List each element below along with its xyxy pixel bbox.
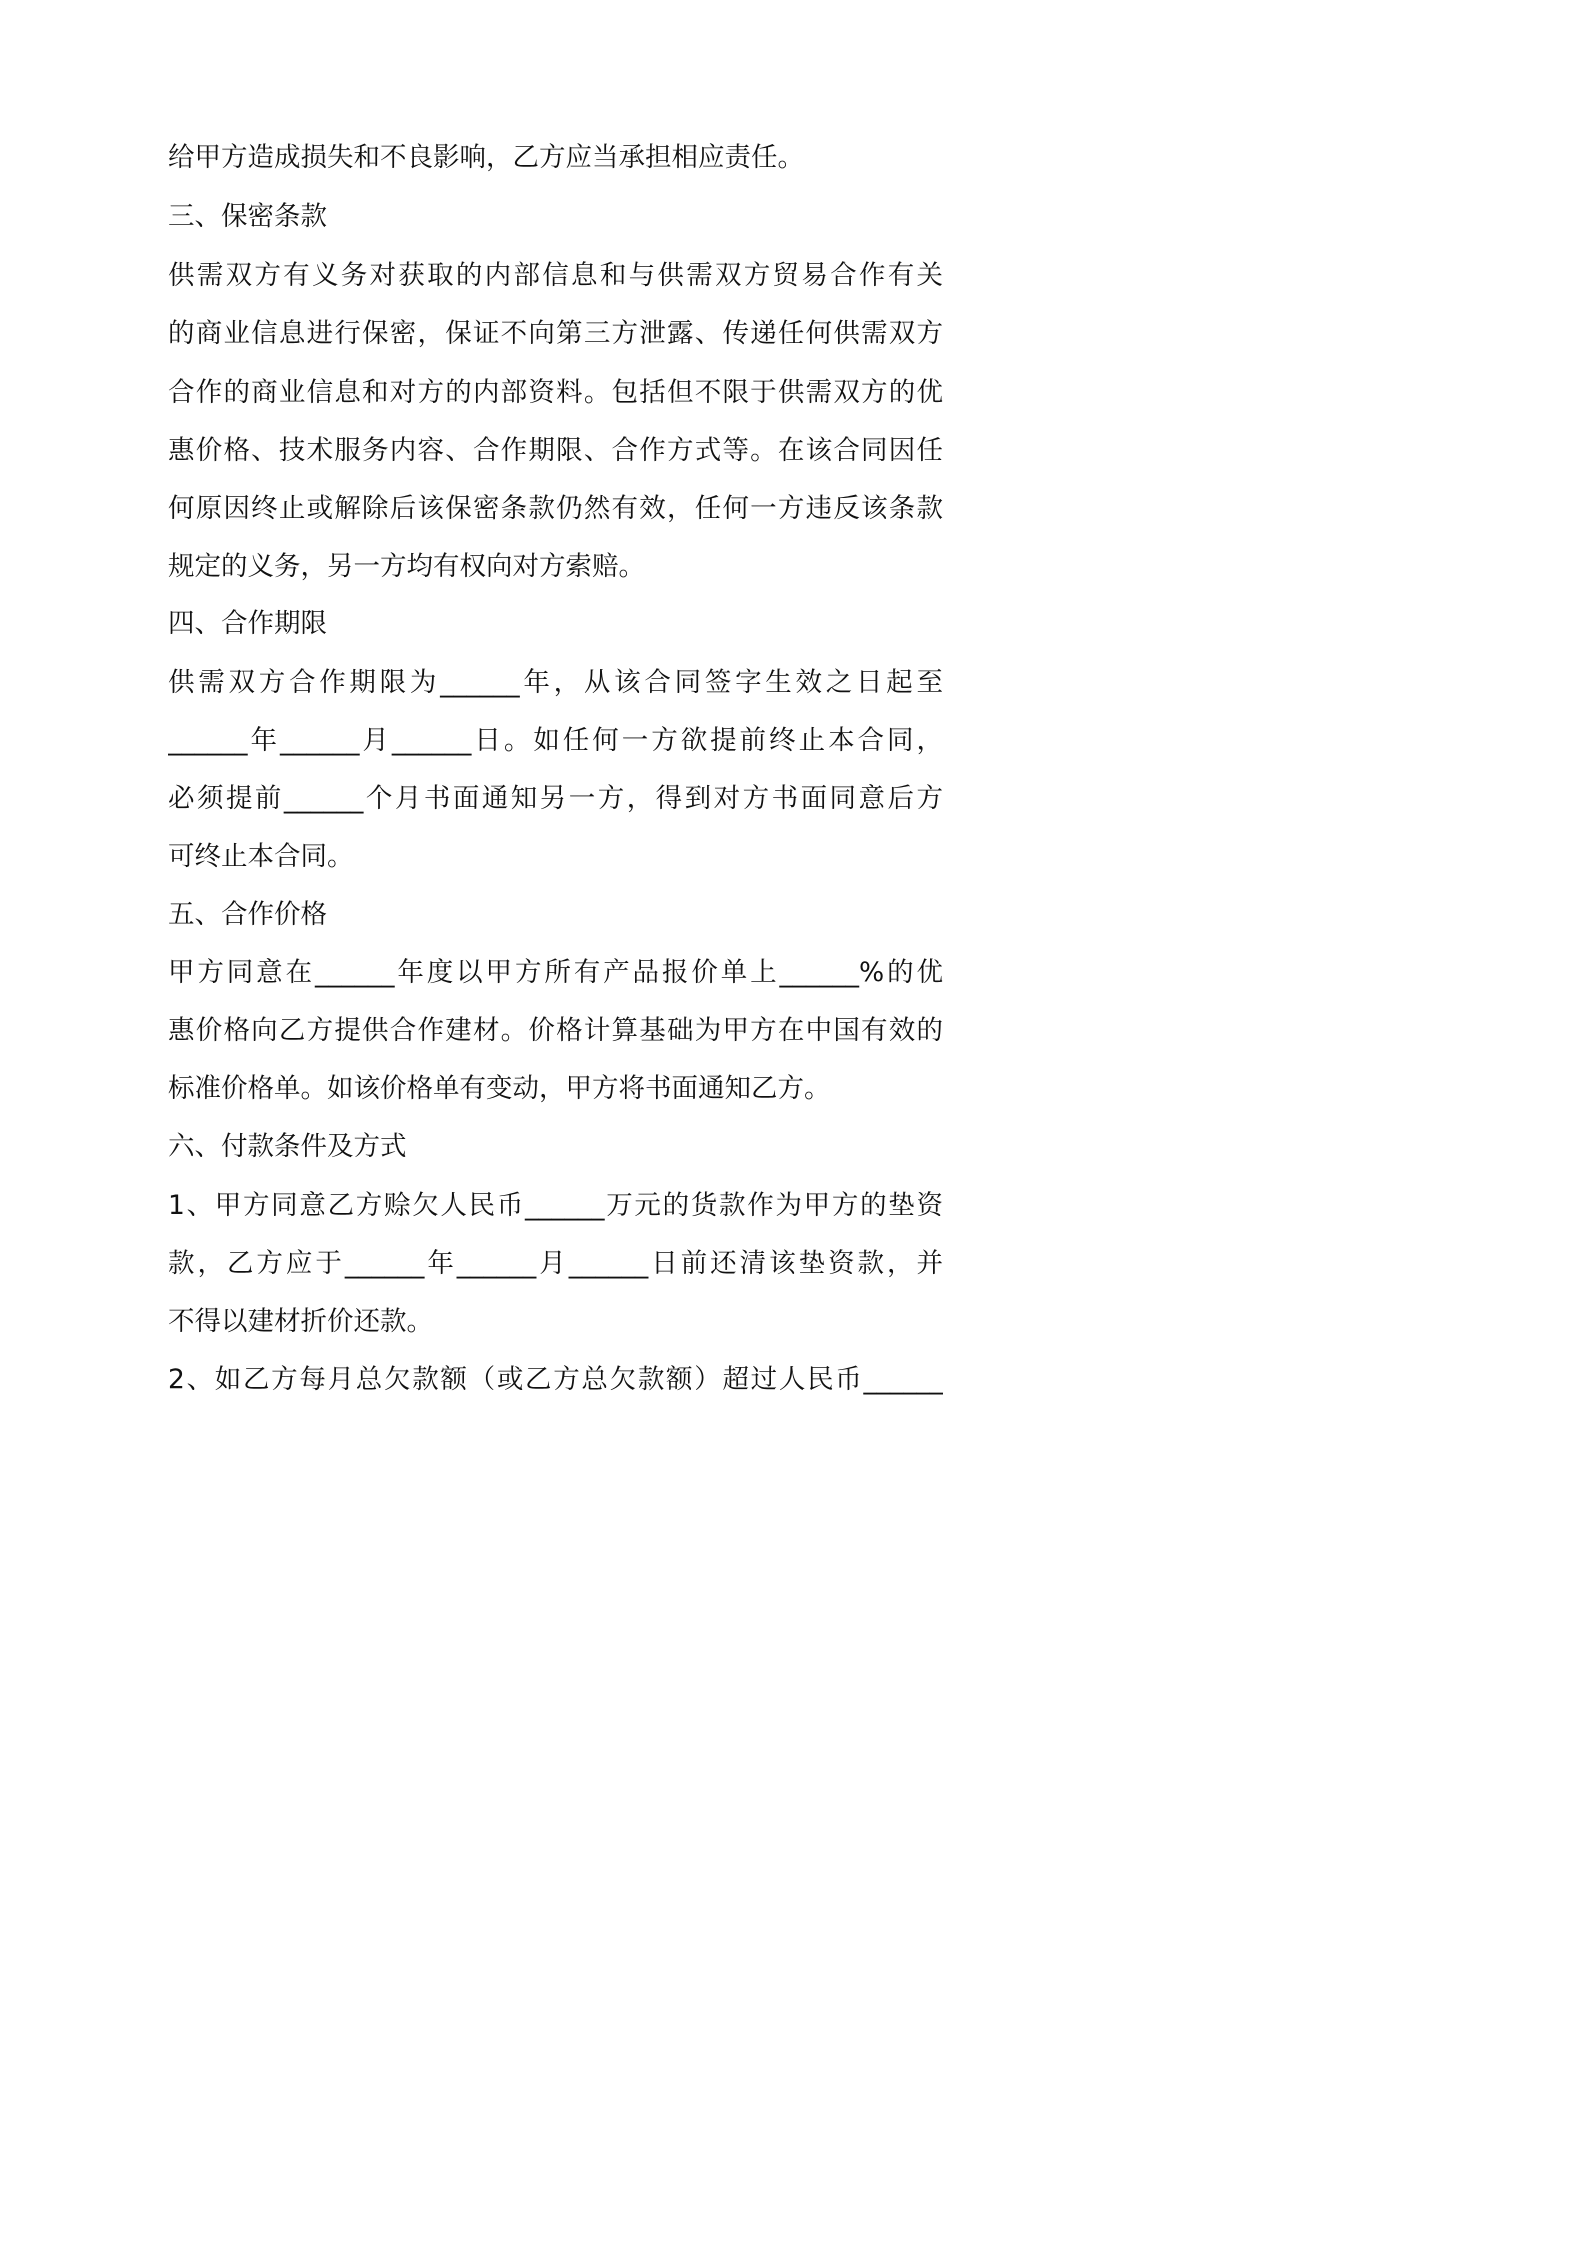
paragraph-line: 惠价格、技术服务内容、合作期限、合作方式等。在该合同因任 xyxy=(168,435,943,466)
section-heading-payment-terms: 六、付款条件及方式 xyxy=(168,1131,407,1162)
paragraph-line: 1、甲方同意乙方赊欠人民币______万元的货款作为甲方的垫资 xyxy=(168,1190,943,1221)
section-heading-cooperation-term: 四、合作期限 xyxy=(168,608,327,639)
paragraph-line: 款，乙方应于______年______月______日前还清该垫资款，并 xyxy=(168,1248,943,1279)
paragraph-line: 合作的商业信息和对方的内部资料。包括但不限于供需双方的优 xyxy=(168,377,943,408)
document-page xyxy=(0,0,1100,1558)
paragraph-line: 2、如乙方每月总欠款额（或乙方总欠款额）超过人民币______ xyxy=(168,1364,943,1395)
paragraph-line: 必须提前______个月书面通知另一方，得到对方书面同意后方 xyxy=(168,783,943,814)
paragraph-line: 的商业信息进行保密，保证不向第三方泄露、传递任何供需双方 xyxy=(168,318,943,349)
paragraph-line: 供需双方有义务对获取的内部信息和与供需双方贸易合作有关 xyxy=(168,260,943,291)
paragraph-line: 不得以建材折价还款。 xyxy=(168,1306,433,1337)
paragraph-line: 给甲方造成损失和不良影响，乙方应当承担相应责任。 xyxy=(168,142,804,173)
paragraph-line: 标准价格单。如该价格单有变动，甲方将书面通知乙方。 xyxy=(168,1073,831,1104)
paragraph-line: 甲方同意在______年度以甲方所有产品报价单上______%的优 xyxy=(168,957,943,988)
paragraph-line: 惠价格向乙方提供合作建材。价格计算基础为甲方在中国有效的 xyxy=(168,1015,943,1046)
paragraph-line: 可终止本合同。 xyxy=(168,841,354,872)
paragraph-line: ______年______月______日。如任何一方欲提前终止本合同， xyxy=(168,725,943,756)
section-heading-cooperation-price: 五、合作价格 xyxy=(168,899,327,930)
paragraph-line: 供需双方合作期限为______年，从该合同签字生效之日起至 xyxy=(168,667,943,698)
paragraph-line: 何原因终止或解除后该保密条款仍然有效，任何一方违反该条款 xyxy=(168,493,943,524)
section-heading-confidentiality: 三、保密条款 xyxy=(168,201,327,232)
paragraph-line: 规定的义务，另一方均有权向对方索赔。 xyxy=(168,551,645,582)
